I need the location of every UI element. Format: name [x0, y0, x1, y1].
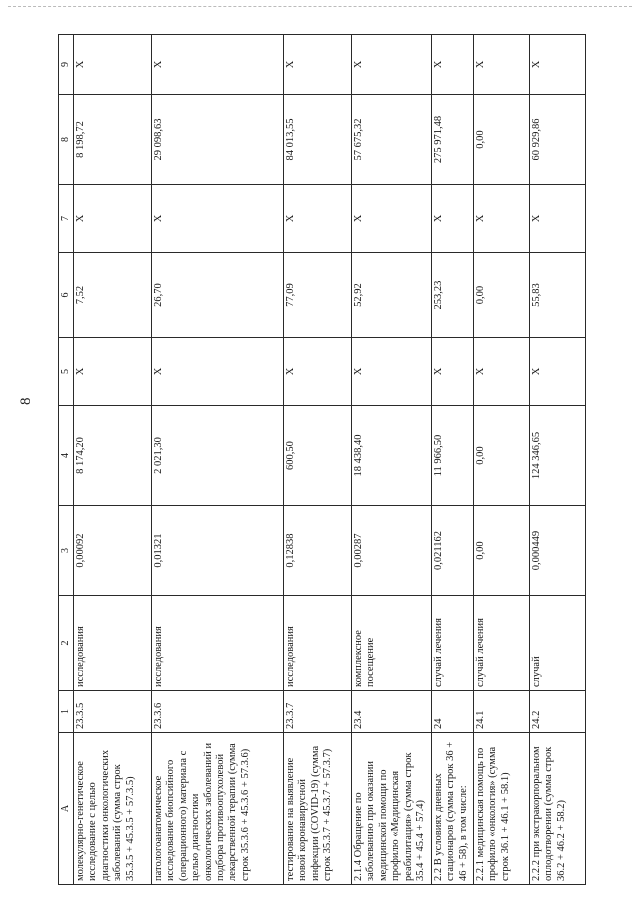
cell-col8: 57 675,32	[352, 95, 432, 185]
cell-col4: 8 174,20	[74, 406, 152, 506]
row-unit: исследования	[284, 596, 352, 691]
column-header: 2	[59, 596, 74, 691]
cell-col7: Х	[432, 185, 474, 253]
cell-col3: 0,00092	[74, 506, 152, 596]
row-unit: комплексное посещение	[352, 596, 432, 691]
cell-col6: 52,92	[352, 253, 432, 338]
cell-col4: 18 438,40	[352, 406, 432, 506]
cell-col6: 253,23	[432, 253, 474, 338]
row-code: 24.1	[474, 691, 530, 733]
cell-col9: Х	[74, 35, 152, 95]
row-name: 2.1.4 Обращение по заболеванию при оказании медицинской помощи по профилю «Медицинская реабилитация» (сумма строк 35.4 + 45.4 + 57.4)	[352, 733, 432, 885]
cell-col8: 60 929,86	[530, 95, 586, 185]
cell-col8: 29 098,63	[152, 95, 284, 185]
row-code: 23.3.6	[152, 691, 284, 733]
cell-col5: Х	[474, 338, 530, 406]
row-unit: случай	[530, 596, 586, 691]
cell-col6: 55,83	[530, 253, 586, 338]
cell-col9: Х	[530, 35, 586, 95]
column-header: 6	[59, 253, 74, 338]
row-name: молекулярно-генетическое исследование с целью диагностики онкологических заболеваний (сумма строк 35.3.5 + 45.3.5 + 57.3.5)	[74, 733, 152, 885]
cell-col5: Х	[530, 338, 586, 406]
cell-col3: 0,01321	[152, 506, 284, 596]
table-row	[474, 35, 530, 885]
row-name: 2.2.2 при экстракорпоральном оплодотворении (сумма строк 36.2 + 46.2 + 58.2)	[530, 733, 586, 885]
table-row	[284, 35, 352, 885]
cell-col3: 0,021162	[432, 506, 474, 596]
column-header: 4	[59, 406, 74, 506]
header-row	[59, 35, 74, 885]
cell-col7: Х	[530, 185, 586, 253]
table-row	[530, 35, 586, 885]
top-scan-rule	[8, 6, 632, 7]
table-row	[74, 35, 152, 885]
cell-col7: Х	[284, 185, 352, 253]
cell-col5: Х	[432, 338, 474, 406]
cell-col8: 0,00	[474, 95, 530, 185]
cell-col4: 2 021,30	[152, 406, 284, 506]
cell-col7: Х	[474, 185, 530, 253]
cell-col4: 600,50	[284, 406, 352, 506]
cell-col4: 124 346,65	[530, 406, 586, 506]
row-name: патологоанатомическое исследование биопсийного (операционного) материала с целью диагностики онкологических заболеваний и подбора противоопухолевой лекарственной терапии (сумма строк 35.3.6 + 45.3.6 + 57.3.6)	[152, 733, 284, 885]
row-name: 2.2.1 медицинская помощь по профилю «онкология» (сумма строк 36.1 + 46.1 + 58.1)	[474, 733, 530, 885]
cell-col3: 0,00287	[352, 506, 432, 596]
row-name: 2.2 В условиях дневных стационаров (сумма строк 36 + 46 + 58), в том числе:	[432, 733, 474, 885]
cell-col4: 11 966,50	[432, 406, 474, 506]
row-code: 23.3.5	[74, 691, 152, 733]
row-unit: случай лечения	[432, 596, 474, 691]
cell-col5: Х	[284, 338, 352, 406]
row-code: 24.2	[530, 691, 586, 733]
cell-col5: Х	[152, 338, 284, 406]
financial-table	[58, 34, 586, 885]
table-row	[432, 35, 474, 885]
row-unit: исследования	[74, 596, 152, 691]
row-unit: исследования	[152, 596, 284, 691]
column-header: 5	[59, 338, 74, 406]
cell-col9: Х	[352, 35, 432, 95]
cell-col5: Х	[352, 338, 432, 406]
column-header: 9	[59, 35, 74, 95]
cell-col3: 0,000449	[530, 506, 586, 596]
cell-col7: Х	[352, 185, 432, 253]
column-header: 8	[59, 95, 74, 185]
cell-col9: Х	[474, 35, 530, 95]
row-unit: случай лечения	[474, 596, 530, 691]
table-row	[152, 35, 284, 885]
cell-col3: 0,12838	[284, 506, 352, 596]
cell-col8: 275 971,48	[432, 95, 474, 185]
cell-col9: Х	[284, 35, 352, 95]
cell-col6: 0,00	[474, 253, 530, 338]
cell-col5: Х	[74, 338, 152, 406]
rotated-table-container	[58, 35, 584, 885]
column-header: 3	[59, 506, 74, 596]
column-header: 7	[59, 185, 74, 253]
cell-col6: 77,09	[284, 253, 352, 338]
column-header: А	[59, 733, 74, 885]
table-row	[352, 35, 432, 885]
cell-col6: 7,52	[74, 253, 152, 338]
cell-col7: Х	[152, 185, 284, 253]
cell-col9: Х	[432, 35, 474, 95]
cell-col8: 84 013,55	[284, 95, 352, 185]
cell-col3: 0,00	[474, 506, 530, 596]
row-name: тестирование на выявление новой коронавирусной инфекции (COVID-19) (сумма строк 35.3.7 + 45.3.7 + 57.3.7)	[284, 733, 352, 885]
row-code: 24	[432, 691, 474, 733]
page-number: 8	[18, 397, 34, 405]
row-code: 23.3.7	[284, 691, 352, 733]
cell-col6: 26,70	[152, 253, 284, 338]
row-code: 23.4	[352, 691, 432, 733]
column-header: 1	[59, 691, 74, 733]
cell-col9: Х	[152, 35, 284, 95]
cell-col7: Х	[74, 185, 152, 253]
cell-col8: 8 198,72	[74, 95, 152, 185]
cell-col4: 0,00	[474, 406, 530, 506]
